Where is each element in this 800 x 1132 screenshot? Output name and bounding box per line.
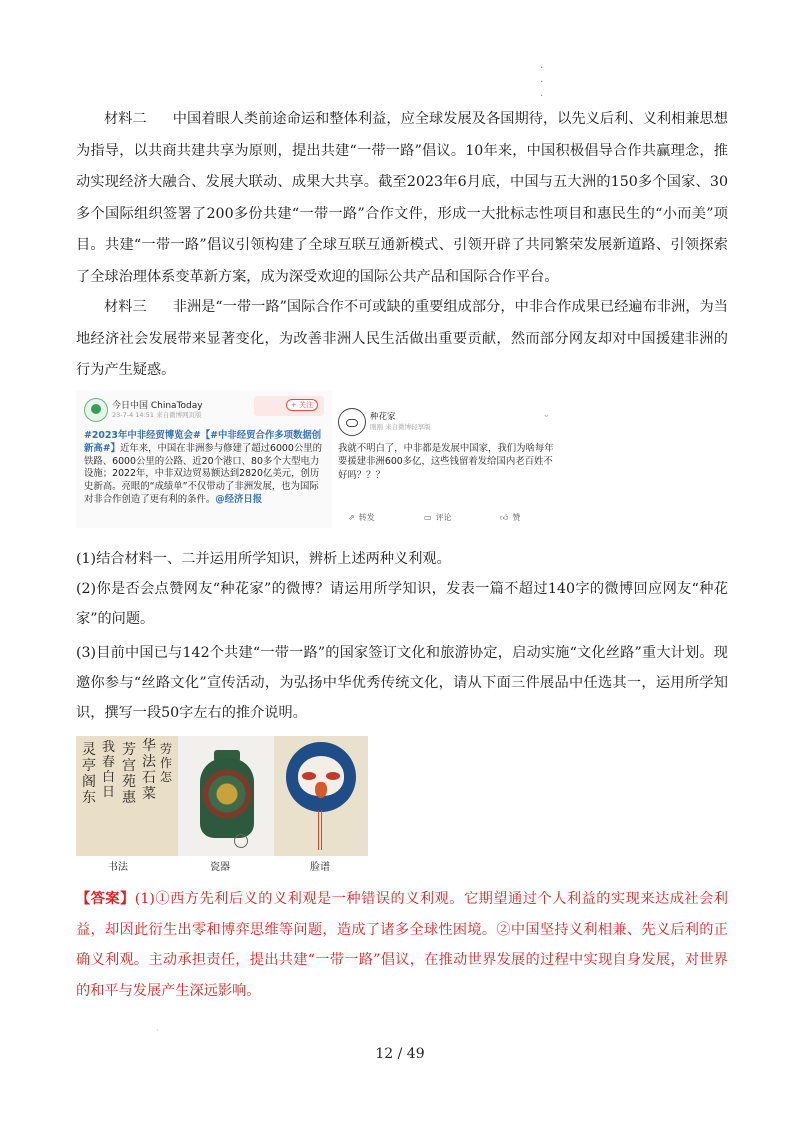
follow-banner [254, 396, 324, 416]
vase-body [200, 758, 254, 838]
mask-tassel [318, 810, 324, 850]
footer-dot: · [156, 1026, 159, 1035]
question-3: (3)目前中国已与142个共建“一带一路”的国家签订文化和旅游协定，启动实施“文化丝路”重大计划。现邀你参与“丝路文化”宣传活动，为弘扬中华优秀传统文化，请从下面三件展品中任选其一，运用所学知识，撰写一段50字左右的推介说明。 [76, 645, 728, 721]
weibo-left-text: 近年来，中国在非洲参与修建了超过6000公里的铁路、6000公里的公路、近20个港口、80多个大型电力设施；2022年，中非双边贸易额达到2820亿美元，创历史新高。亮眼的“成绩单”不仅带动了非洲发展，也为国际对非合作创造了更有利的条件。 [84, 442, 322, 505]
chinatoday-avatar [84, 398, 108, 422]
material-two-label: 材料二 [104, 111, 147, 127]
material-three-label: 材料三 [104, 299, 147, 315]
pig-avatar-icon [338, 408, 366, 436]
weibo-right-name: 种花家 [370, 412, 396, 422]
repost-icon: ⇗ [348, 513, 355, 522]
like-action[interactable] [500, 512, 520, 523]
exhibit-caption-calligraphy: 书法 [108, 862, 128, 873]
opera-mask-image [274, 736, 368, 856]
exhibit-caption-mask: 脸谱 [310, 862, 330, 873]
comment-action[interactable] [424, 512, 452, 523]
exhibit-caption-porcelain: 瓷器 [210, 862, 230, 873]
comment-icon: ▭ [424, 513, 432, 522]
opera-mask [286, 742, 356, 812]
comment-label: 评论 [435, 513, 452, 522]
chevron-down-icon[interactable]: ⌄ [542, 410, 550, 420]
answer-tag: 【答案】 [76, 891, 135, 907]
header-dots: · · · [540, 63, 544, 102]
mask-nose [315, 782, 327, 798]
porcelain-image [178, 736, 274, 856]
material-three-paragraph [76, 292, 728, 387]
material-two-paragraph [76, 104, 728, 293]
mask-right-eye [326, 772, 340, 780]
exhibit-images [76, 736, 368, 872]
mask-left-eye [302, 772, 316, 780]
follow-button[interactable]: + 关注 [286, 399, 318, 411]
thumbs-up-icon: 👍︎ [500, 513, 509, 522]
material-three-text: 非洲是“一带一路”国际合作不可或缺的重要组成部分，中非合作成果已经遍布非洲，为当地经济社会发展带来显著变化，为改善非洲人民生活做出重要贡献，然而部分网友却对中国援建非洲的行为产生疑惑。 [76, 299, 728, 378]
repost-action[interactable] [348, 512, 375, 523]
like-label: 赞 [512, 513, 521, 522]
seal-mark [234, 834, 248, 848]
weibo-right-body: 我就不明白了，中非都是发展中国家，我们为啥每年要援建非洲600多亿，这些钱留着发给国内老百姓不好吗？？？ [338, 443, 554, 481]
question-1: (1)结合材料一、二并运用所学知识，辨析上述两种义利观。 [76, 551, 451, 567]
material-two-text: 中国着眼人类前途命运和整体利益，应全球发展及各国期待，以先义后利、义利相兼思想为指导，以共商共建共享为原则，提出共建“一带一路”倡议。10年来，中国积极倡导合作共赢理念，推动实现经济大融合、发展大联动、成果大共享。截至2023年6月底，中国与五大洲的150多个国家、30多个国际组织签署了200多份共建“一带一路”合作文件，形成一大批标志性项目和惠民生的“小而美”项目。共建“一带一路”倡议引领构建了全球互联互通新模式、引领开辟了共同繁荣发展新道路、引领探索了全球治理体系变革新方案，成为深受欢迎的国际公共产品和国际合作平台。 [76, 111, 728, 285]
calligraphy-image: 灵亭阁东 我春白日 芳宫苑惠 华法石菜 劳作怎 [76, 736, 178, 856]
answer-paragraph [76, 884, 728, 1006]
weibo-left-body [84, 430, 328, 507]
weibo-screenshot [76, 390, 556, 528]
weibo-hashtag[interactable]: #2023年中非经贸博览会#【#中非经贸合作多项数据创新高#】 [84, 430, 322, 454]
question-2: (2)你是否会点赞网友“种花家”的微博？请运用所学知识，发表一篇不超过140字的微博回应网友“种花家”的问题。 [76, 581, 728, 627]
repost-label: 转发 [358, 513, 375, 522]
weibo-post-chinatoday [76, 390, 332, 528]
weibo-post-zhonghuajia [338, 408, 556, 528]
weibo-left-name: 今日中国 ChinaToday [112, 401, 203, 411]
page-number: 12 / 49 [375, 1046, 425, 1062]
weibo-source-link[interactable]: @经济日报 [215, 493, 263, 505]
weibo-right-meta: 刚刚 来自微博轻享版 [370, 423, 431, 431]
weibo-left-meta: 23-7-4 14:51 来自微博网页版 [112, 411, 202, 419]
answer-text: (1)①西方先利后义的义利观是一种错误的义利观。它期望通过个人利益的实现来达成社会利益，却因此衍生出零和博弈思维等问题，造成了诸多全球性困境。②中国坚持义利相兼、先义后利的正确义利观。主动承担责任，提出共建“一带一路”倡议，在推动世界发展的过程中实现自身发展，对世界的和平与发展产生深远影响。 [76, 891, 728, 999]
